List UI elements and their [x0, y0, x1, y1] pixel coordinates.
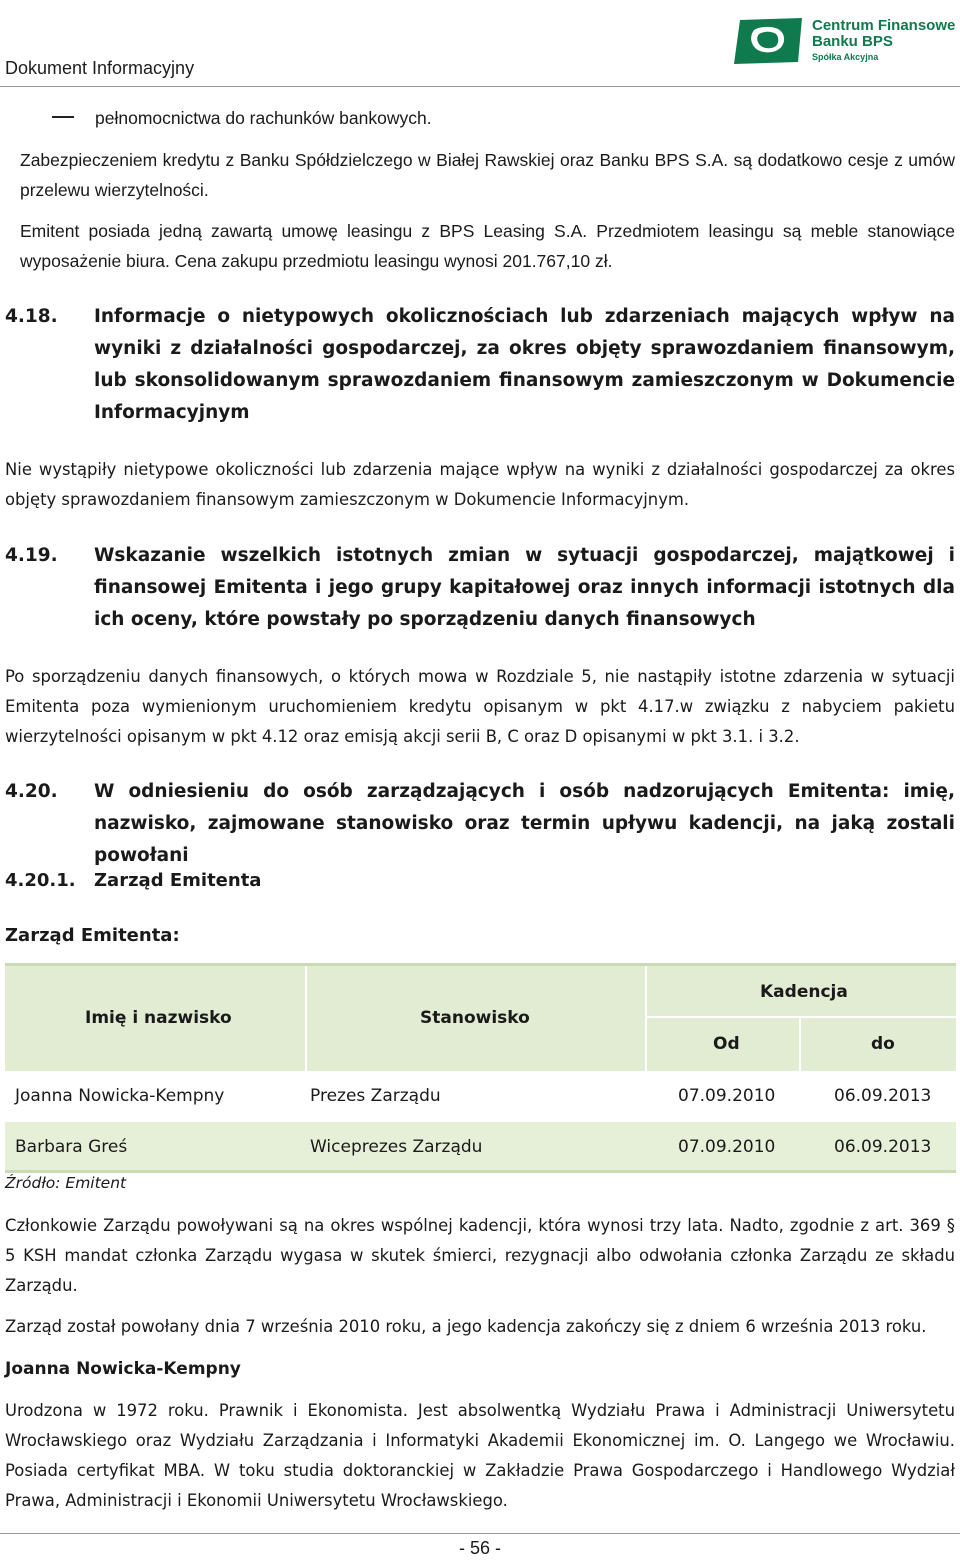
section-4-19-body: Po sporządzeniu danych finansowych, o których mowa w Rozdziale 5, nie nastąpiły istotne zdarzenia w sytuacji Emitenta poza wymienionym uruchomieniem kredytu opisanym w pkt 4.17.w związku z nabyciem pakietu wierzytelności opisanym w pkt 4.12 oraz emisją akcji serii B, C oraz D opisanymi w pkt 3.1. i 3.2. — [5, 667, 955, 746]
footer-divider — [0, 1533, 960, 1534]
section-title: Wskazanie wszelkich istotnych zmian w sytuacji gospodarczej, majątkowej i finansowej Emitenta i jego grupy kapitałowej oraz innych informacji istotnych dla ich oceny, które powstały po sporządzeniu danych finansowych — [94, 545, 955, 630]
logo-text-line1: Centrum Finansowe — [812, 17, 956, 34]
section-4-18-body: Nie wystąpiły nietypowe okoliczności lub zdarzenia mające wpływ na wyniki z działalności gospodarczej za okres objęty sprawozdaniem finansowym zamieszczonym w Dokumencie Informacyjnym. — [5, 460, 955, 509]
person-name-heading — [5, 1354, 955, 1384]
intro-paragraph-2: Emitent posiada jedną zawartą umowę leasingu z BPS Leasing S.A. Przedmiotem leasingu są meble stanowiące wyposażenie biura. Cena zakupu przedmiotu leasingu wynosi 201.767,10 zł. — [20, 221, 955, 271]
section-title: Zarząd Emitenta — [94, 870, 262, 891]
header-divider-1 — [305, 966, 307, 1071]
bullet-item: pełnomocnictwa do rachunków bankowych. — [95, 108, 432, 128]
cell-position: Prezes Zarządu — [310, 1086, 441, 1106]
logo-map-icon — [732, 16, 806, 66]
logo-text-line3: Spółka Akcyjna — [812, 52, 879, 62]
section-4-19-heading — [5, 540, 955, 636]
header-divider-2 — [645, 966, 647, 1071]
header-term: Kadencja — [760, 982, 848, 1002]
person-name: Joanna Nowicka-Kempny — [5, 1359, 241, 1379]
header-to: do — [871, 1034, 895, 1054]
header-from: Od — [713, 1034, 740, 1054]
logo-text-line2: Banku BPS — [812, 33, 893, 50]
cell-from: 07.09.2010 — [678, 1137, 776, 1157]
header-divider — [0, 86, 960, 87]
section-number: 4.20.1. — [5, 870, 76, 891]
header-name: Imię i nazwisko — [85, 1008, 232, 1028]
section-4-20-1-heading — [5, 865, 955, 897]
board-label — [5, 920, 955, 952]
cell-from: 07.09.2010 — [678, 1086, 776, 1106]
section-title: Informacje o nietypowych okolicznościach lub zdarzeniach mających wpływ na wyniki z działalności gospodarczej, za okres objęty sprawozdaniem finansowym, lub skonsolidowanym sprawozdaniem finansowym zamieszczonym w Dokumencie Informacyjnym — [94, 306, 955, 423]
section-number: 4.20. — [5, 781, 58, 802]
table-row — [5, 1122, 956, 1173]
cell-name: Barbara Greś — [15, 1137, 128, 1157]
cell-to: 06.09.2013 — [834, 1086, 932, 1106]
table-source-note: Źródło: Emitent — [5, 1174, 127, 1192]
page-header — [0, 0, 960, 88]
section-number: 4.19. — [5, 545, 58, 566]
company-logo — [732, 14, 956, 70]
cell-to: 06.09.2013 — [834, 1137, 932, 1157]
board-table — [5, 963, 956, 1173]
section-number: 4.18. — [5, 306, 58, 327]
document-title: Dokument Informacyjny — [5, 58, 195, 78]
board-paragraph-2: Zarząd został powołany dnia 7 września 2010 roku, a jego kadencja zakończy się z dniem 6 września 2013 roku. — [5, 1317, 927, 1336]
board-label-text: Zarząd Emitenta: — [5, 925, 180, 946]
cell-position: Wiceprezes Zarządu — [310, 1137, 483, 1157]
bullet-dash — [52, 116, 74, 118]
section-title: W odniesieniu do osób zarządzających i osób nadzorujących Emitenta: imię, nazwisko, zajmowane stanowisko oraz termin upływu kadencji, na jaką zostali powołani — [94, 781, 955, 866]
section-4-20-heading — [5, 776, 955, 872]
table-row — [5, 1071, 956, 1122]
section-4-18-heading — [5, 301, 955, 429]
board-paragraph-1: Członkowie Zarządu powoływani są na okres wspólnej kadencji, która wynosi trzy lata. Nadto, zgodnie z art. 369 § 5 KSH mandat członka Zarządu wygasa w skutek śmierci, rezygnacji albo odwołania członka Zarządu ze składu Zarządu. — [5, 1216, 955, 1295]
header-divider-4 — [799, 1018, 801, 1071]
person-bio: Urodzona w 1972 roku. Prawnik i Ekonomista. Jest absolwentką Wydziału Prawa i Administracji Uniwersytetu Wrocławskiego oraz Wydziału Zarządzania i Informatyki Akademii Ekonomicznej im. O. Langego we Wrocławiu. Posiada certyfikat MBA. W toku studia doktoranckiej w Zakładzie Prawa Gospodarczego i Handlowego Wydział Prawa, Administracji i Ekonomii Uniwersytetu Wrocławskiego. — [5, 1401, 955, 1510]
page-number: - 56 - — [458, 1538, 501, 1558]
cell-name: Joanna Nowicka-Kempny — [15, 1086, 225, 1106]
table-header — [5, 963, 956, 1071]
intro-paragraph-1: Zabezpieczeniem kredytu z Banku Spółdzielczego w Białej Rawskiej oraz Banku BPS S.A. są dodatkowo cesje z umów przelewu wierzytelności. — [20, 150, 955, 200]
header-position: Stanowisko — [420, 1008, 530, 1028]
